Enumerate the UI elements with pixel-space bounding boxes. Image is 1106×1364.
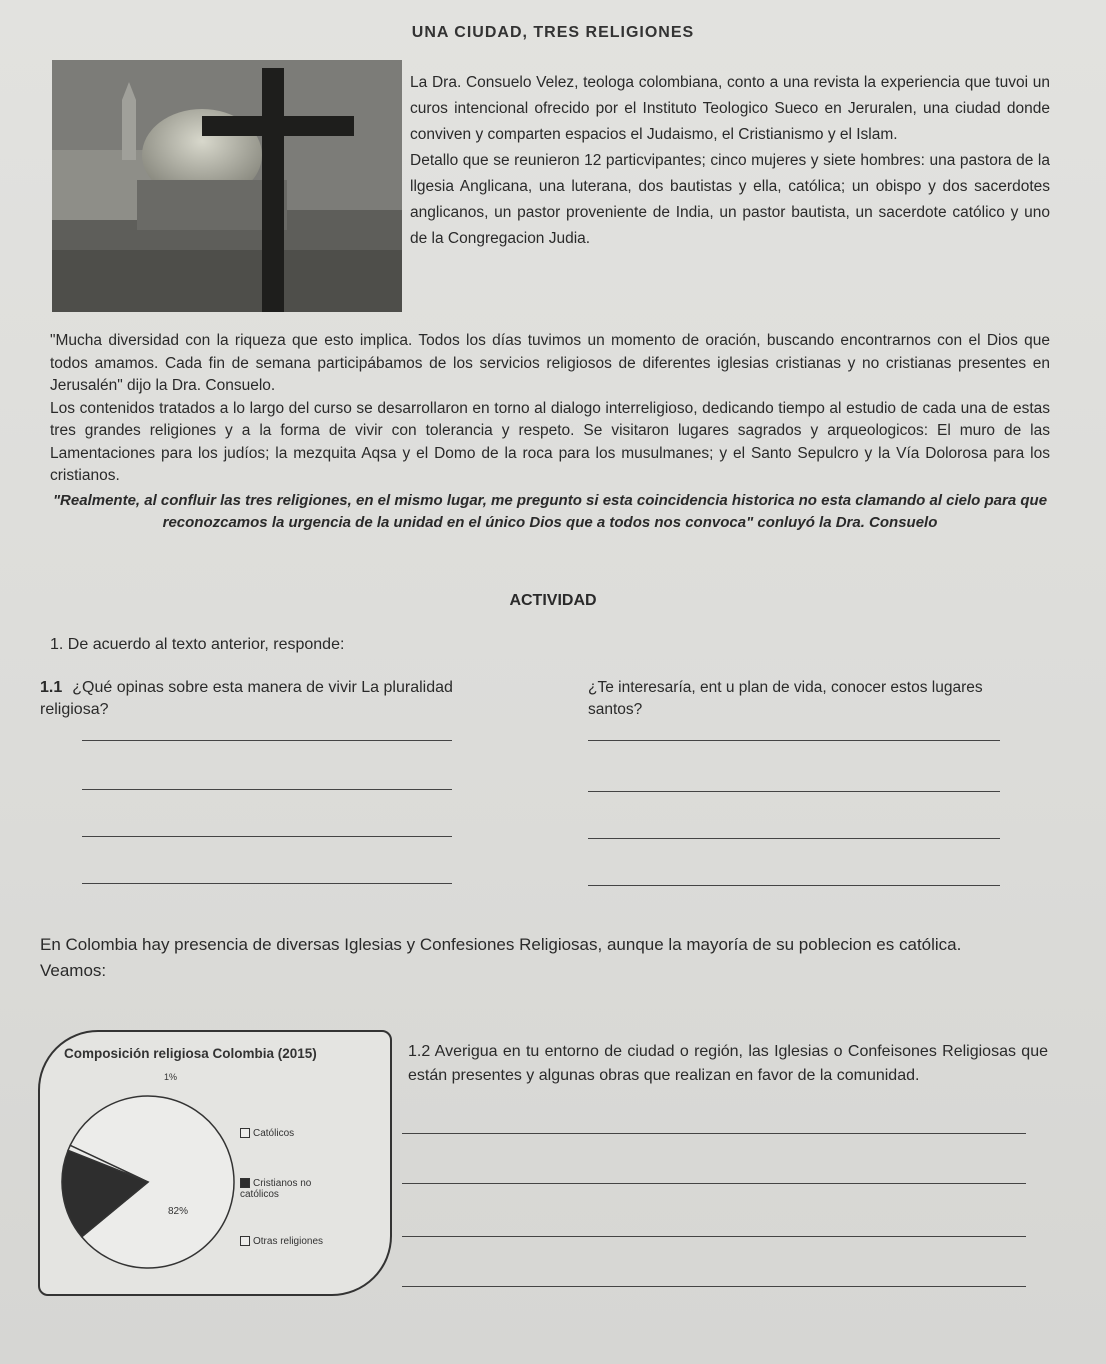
body-text [50, 330, 1050, 535]
page-title: UNA CIUDAD, TRES RELIGIONES [411, 24, 695, 41]
answer-line-right-1[interactable] [588, 740, 1000, 741]
answer-line-left-3[interactable] [82, 836, 452, 837]
jerusalem-photo [52, 60, 402, 312]
pie-chart [40, 1032, 390, 1294]
jerusalem-photo-image [52, 60, 402, 312]
colombia-text: En Colombia hay presencia de diversas Iglesias y Confesiones Religiosas, aunque la mayoría de su poblecion es católica. Veamos: [40, 935, 962, 980]
question-1-2: 1.2 Averigua en tu entorno de ciudad o región, las Iglesias o Confeisones Religiosas que están presentes y algunas obras que realizan en favor de la comunidad. [408, 1043, 1048, 1084]
answer-line-bottom-1[interactable] [402, 1133, 1026, 1134]
pie-label-otras: 1% [164, 1072, 178, 1082]
legend-label-otras: Otras religiones [253, 1236, 324, 1247]
answer-line-bottom-4[interactable] [402, 1286, 1026, 1287]
legend-swatch-cristianos [240, 1178, 250, 1188]
answer-line-left-2[interactable] [82, 789, 452, 790]
legend-otras [240, 1236, 323, 1247]
intro-paragraph-1: La Dra. Consuelo Velez, teologa colombiana, conto a una revista la experiencia que tuvoi un curos intencional ofrecido por el Instituto Teologico Sueco en Jeruralen, una ciudad donde conviven y comparten espacios el Judaismo, el Cristianismo y el Islam. [410, 74, 1050, 143]
legend-cristianos [240, 1178, 350, 1200]
answer-line-right-4[interactable] [588, 885, 1000, 886]
body-paragraph-2: Los contenidos tratados a lo largo del curso se desarrollaron en torno al dialogo interreligioso, dedicando tiempo al estudio de cada una de estas tres grandes religiones y a la forma de vivir con tolerancia y respeto. Se visitaron lugares sagrados y arqueologicos: El muro de las Lamentaciones para los judíos; la mezquita Aqsa y el Domo de la roca para los musulmanes; y el Santo Sepulcro y la Vía Dolorosa para los cristianos. [50, 399, 1050, 484]
intro-text [410, 70, 1050, 252]
question-1-1 [40, 677, 480, 721]
question-1-1-text: ¿Qué opinas sobre esta manera de vivir La pluralidad religiosa? [40, 679, 453, 718]
intro-paragraph-2: Detallo que se reunieron 12 particvipantes; cinco mujeres y siete hombres: una pastora de la llgesia Anglicana, una luterana, dos bautistas y ella, católica; un obispo y dos sacerdotes anglicanos, un pastor proveniente de India, un pastor bautista, un sacerdote católico y uno de la Congregacion Judia. [410, 152, 1050, 247]
legend-label-cristianos: Cristianos no católicos [240, 1178, 312, 1200]
legend-swatch-catolicos [240, 1128, 250, 1138]
answer-line-bottom-2[interactable] [402, 1183, 1026, 1184]
activity-heading: ACTIVIDAD [509, 592, 597, 609]
quote-paragraph: "Realmente, al confluir las tres religiones, en el mismo lugar, me pregunto si esta coincidencia historica no esta clamando al cielo para que reconozcamos la urgencia de la unidad en el único Dios que a todos nos convoca" conluyó la Dra. Consuelo [52, 491, 1048, 531]
legend-label-catolicos: Católicos [253, 1128, 295, 1139]
religion-chart-box [38, 1030, 392, 1296]
answer-line-left-1[interactable] [82, 740, 452, 741]
answer-line-right-3[interactable] [588, 838, 1000, 839]
answer-line-left-4[interactable] [82, 883, 452, 884]
answer-line-bottom-3[interactable] [402, 1236, 1026, 1237]
question-1-1-second: ¿Te interesaría, ent u plan de vida, conocer estos lugares santos? [588, 679, 983, 718]
question-1-1-number: 1.1 [40, 679, 63, 696]
legend-catolicos [240, 1128, 294, 1139]
legend-swatch-otras [240, 1236, 250, 1246]
answer-line-right-2[interactable] [588, 791, 1000, 792]
pie-label-catolicos: 82% [168, 1206, 189, 1217]
body-paragraph-1: "Mucha diversidad con la riqueza que esto implica. Todos los días tuvimos un momento de oración, buscando encontrarnos con el Dios que todos amamos. Cada fin de semana participábamos de los servicios religiosos de diferentes iglesias cristianas y no cristianas presentes en Jerusalén" dijo la Dra. Consuelo. [50, 332, 1050, 394]
question-1: 1. De acuerdo al texto anterior, responde: [50, 636, 345, 653]
chart-title: Composición religiosa Colombia (2015) [64, 1046, 317, 1061]
